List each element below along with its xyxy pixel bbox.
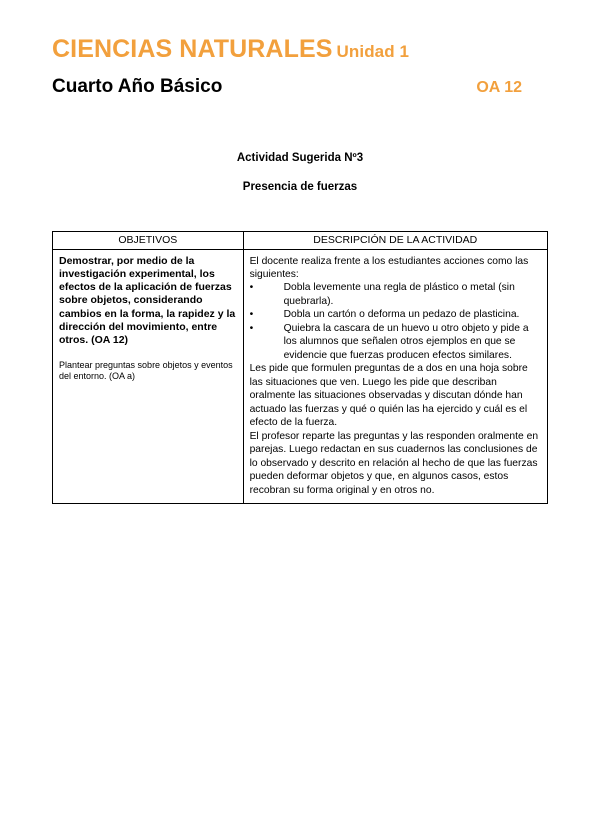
list-item [250,281,541,308]
oa-code-badge: OA 12 [476,78,522,96]
description-paragraph: Les pide que formulen preguntas de a dos en una hoja sobre las situaciones que ven. Luego les pide que describan oralmente las situaciones observadas y discutan dónde han actuado las fuerzas y qué o quién las ha ejercido y cuál es el efecto de la fuerza. [249,363,528,429]
table-header-row [53,231,548,249]
list-item-text: Dobla levemente una regla de plástico o metal (sin quebrarla). [283,282,515,307]
bullet-icon: • [249,309,254,321]
document-header-subject [52,36,548,64]
list-item-text: Dobla un cartón o deforma un pedazo de plasticina. [283,309,520,321]
description-cell [243,249,547,504]
list-item [250,308,541,321]
activity-title: Actividad Sugerida Nº3 [236,151,364,164]
list-item-text: Quiebra la cascara de un huevo u otro objeto y pide a los alumnos que señalen otros ejemplos en que se evidencie que fuerzas producen efectos similares. [283,322,529,361]
objectives-cell [53,249,244,504]
document-header-grade-row [52,76,548,98]
activity-subtitle: Presencia de fuerzas [242,180,358,193]
bullet-icon: • [249,282,254,294]
activity-table [52,231,548,505]
list-item [250,322,541,362]
subject-title: CIENCIAS NATURALES [52,35,333,63]
objective-note-text: Plantear preguntas sobre objetos y eventos del entorno. (OA a) [59,359,233,382]
description-intro: El docente realiza frente a los estudiantes acciones como las siguientes: [249,255,529,280]
table-row [53,249,548,504]
objective-main-text: Demostrar, por medio de la investigación experimental, los efectos de la aplicación de fuerzas sobre objetos, considerando cambios en la forma, la rapidez y la dirección del movimiento, entre otros. (OA 12) [59,254,236,347]
document-page [0,36,600,836]
bullet-icon: • [249,322,254,334]
grade-label: Cuarto Año Básico [52,75,223,97]
column-header-description: DESCRIPCIÓN DE LA ACTIVIDAD [243,231,547,249]
description-paragraph: El profesor reparte las preguntas y las responden oralmente en parejas. Luego redactan en sus cuadernos las conclusiones de lo observado y descrito en relación al hecho de que las fuerzas pueden deformar objetos y que, en algunos casos, estos recobran su forma original y en otros no. [249,430,539,496]
unit-label: Unidad 1 [336,42,410,61]
column-header-objectives: OBJETIVOS [53,231,244,249]
